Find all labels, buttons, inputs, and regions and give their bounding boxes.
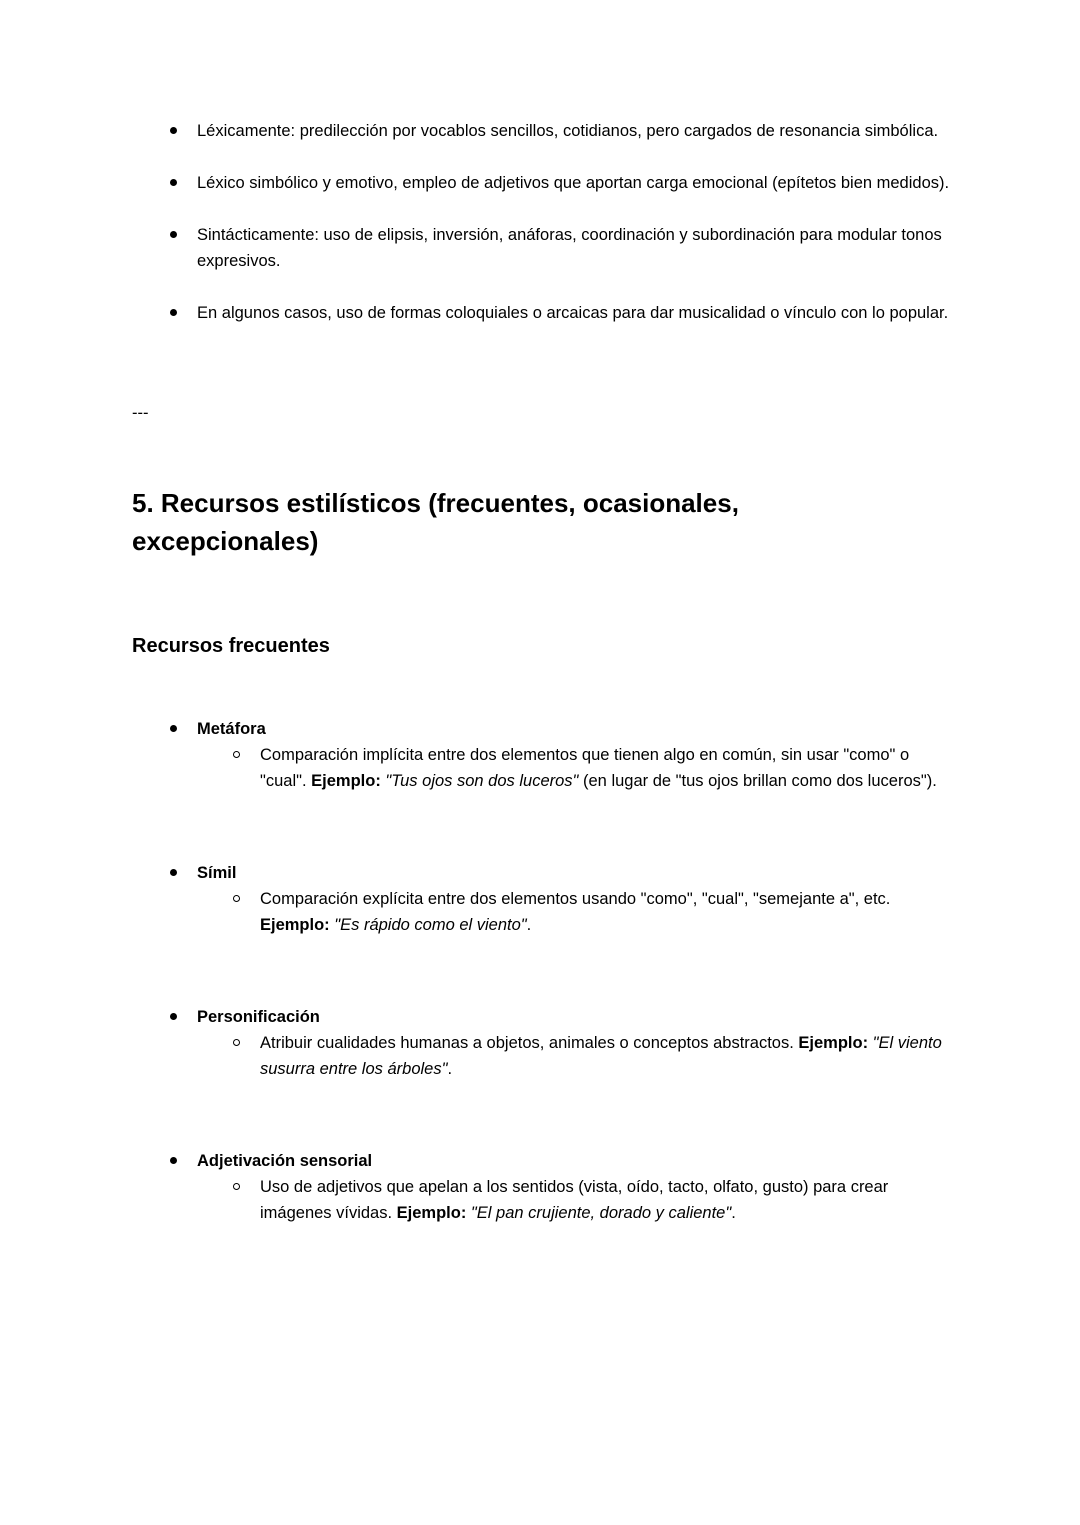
resource-term: Personificación xyxy=(197,1008,320,1026)
intro-bullet-text: En algunos casos, uso de formas coloquiales o arcaicas para dar musicalidad o vínculo con lo popular. xyxy=(197,304,949,322)
text-segment: "Tus ojos son dos luceros" xyxy=(385,772,579,790)
bullet-disc-icon xyxy=(170,127,177,134)
bullet-disc-icon xyxy=(170,725,177,732)
separator-text: --- xyxy=(132,404,149,422)
resource-term: Símil xyxy=(197,864,237,882)
intro-bullet-item xyxy=(132,118,952,144)
intro-bullet-text: Léxicamente: predilección por vocablos sencillos, cotidianos, pero cargados de resonancia simbólica. xyxy=(197,122,939,140)
text-segment: (en lugar de "tus ojos brillan como dos luceros"). xyxy=(578,772,937,790)
text-segment: . xyxy=(731,1204,736,1222)
resource-description xyxy=(260,1034,942,1078)
resource-description xyxy=(260,1178,888,1222)
bullet-disc-icon xyxy=(170,1013,177,1020)
bullet-disc-icon xyxy=(170,179,177,186)
bullet-circle-icon xyxy=(233,895,240,902)
text-segment: "El viento susurra entre los árboles" xyxy=(260,1034,942,1078)
section-heading: 5. Recursos estilísticos (frecuentes, ocasionales, excepcionales) xyxy=(132,488,739,556)
intro-bullet-list xyxy=(132,118,952,326)
bullet-circle-icon xyxy=(233,1039,240,1046)
intro-bullet-item xyxy=(132,300,952,326)
text-segment: . xyxy=(526,916,532,934)
text-segment: "El pan crujiente, dorado y caliente" xyxy=(470,1204,732,1222)
text-segment: . xyxy=(447,1060,453,1078)
intro-bullet-text: Sintácticamente: uso de elipsis, inversión, anáforas, coordinación y subordinación para modular tonos expresivos. xyxy=(197,226,942,270)
text-segment: Comparación implícita entre dos elementos que tienen algo en común, sin usar "como" o "cual". xyxy=(260,746,910,790)
text-segment: Ejemplo: xyxy=(396,1204,471,1222)
bullet-circle-icon xyxy=(233,1183,240,1190)
bullet-disc-icon xyxy=(170,309,177,316)
resource-description-row xyxy=(132,742,952,794)
bullet-disc-icon xyxy=(170,231,177,238)
bullet-circle-icon xyxy=(233,751,240,758)
resource-description-row xyxy=(132,886,952,938)
text-segment: Ejemplo: xyxy=(260,916,335,934)
resource-description-row xyxy=(132,1030,952,1082)
bullet-disc-icon xyxy=(170,869,177,876)
resource-term: Adjetivación sensorial xyxy=(197,1152,373,1170)
resource-description xyxy=(260,746,937,790)
text-segment: Ejemplo: xyxy=(798,1034,873,1052)
resource-term: Metáfora xyxy=(197,720,266,738)
resource-description-row xyxy=(132,1174,952,1226)
intro-bullet-item xyxy=(132,222,952,274)
resources-list xyxy=(132,716,952,1226)
resource-item xyxy=(132,716,952,794)
resource-item xyxy=(132,1148,952,1226)
bullet-disc-icon xyxy=(170,1157,177,1164)
intro-bullet-item xyxy=(132,170,952,196)
text-segment: Comparación explícita entre dos elementos usando "como", "cual", "semejante a", etc. xyxy=(260,890,891,908)
text-segment: "Es rápido como el viento" xyxy=(334,916,527,934)
intro-bullet-text: Léxico simbólico y emotivo, empleo de adjetivos que aportan carga emocional (epítetos bien medidos). xyxy=(197,174,950,192)
text-segment: Uso de adjetivos que apelan a los sentidos (vista, oído, tacto, olfato, gusto) para crear imágenes vívidas. xyxy=(260,1178,889,1222)
resource-item xyxy=(132,860,952,938)
subsection-heading: Recursos frecuentes xyxy=(132,635,330,657)
text-segment: Atribuir cualidades humanas a objetos, animales o conceptos abstractos. xyxy=(260,1034,799,1052)
resource-item xyxy=(132,1004,952,1082)
resource-description xyxy=(260,890,890,934)
text-segment: Ejemplo: xyxy=(311,772,386,790)
